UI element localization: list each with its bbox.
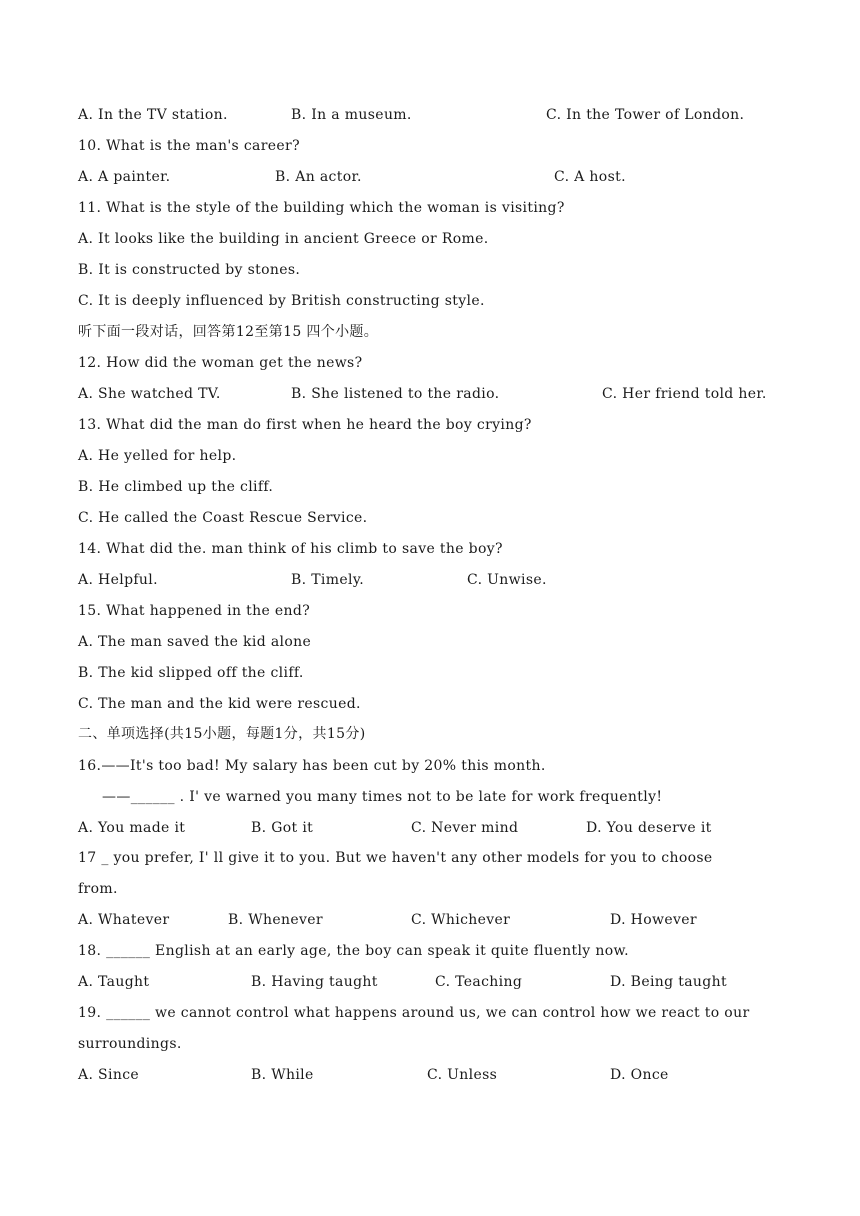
q16-line-1: 16.——It's too bad! My salary has been cut by 20% this month. — [78, 758, 546, 774]
q11-option-b: B. It is constructed by stones. — [78, 262, 301, 278]
q18-option-c: C. Teaching — [435, 974, 523, 990]
q15-question: 15. What happened in the end? — [78, 603, 311, 619]
q9-option-b: B. In a museum. — [291, 107, 412, 123]
q10-option-a: A. A painter. — [78, 169, 171, 185]
q16-line-2: ——______ . I' ve warned you many times not to be late for work frequently! — [102, 789, 663, 805]
q17-line-1: 17 _ you prefer, I' ll give it to you. But we haven't any other models for you to choose — [78, 850, 713, 866]
q14-option-c: C. Unwise. — [467, 572, 547, 588]
q10-question: 10. What is the man's career? — [78, 138, 300, 154]
q9-option-c: C. In the Tower of London. — [546, 107, 745, 123]
q12-option-c: C. Her friend told her. — [602, 386, 767, 402]
q11-question: 11. What is the style of the building which the woman is visiting? — [78, 200, 565, 216]
q16-option-a: A. You made it — [78, 820, 186, 836]
q16-options — [78, 818, 712, 838]
q11-option-a: A. It looks like the building in ancient Greece or Rome. — [78, 231, 489, 247]
q19-options — [78, 1065, 669, 1085]
listening-instruction: 听下面一段对话，回答第12至第15 四个小题。 — [78, 324, 379, 340]
q14-option-b: B. Timely. — [291, 572, 365, 588]
q18-option-a: A. Taught — [78, 974, 150, 990]
q11-option-c: C. It is deeply influenced by British constructing style. — [78, 293, 485, 309]
q15-option-b: B. The kid slipped off the cliff. — [78, 665, 304, 681]
q17-options — [78, 910, 697, 930]
q16-option-b: B. Got it — [251, 820, 314, 836]
q9-option-a: A. In the TV station. — [78, 107, 228, 123]
q19-option-d: D. Once — [610, 1067, 669, 1083]
q19-option-b: B. While — [251, 1067, 314, 1083]
q18-line-1: 18. ______ English at an early age, the boy can speak it quite fluently now. — [78, 943, 629, 959]
q13-question: 13. What did the man do first when he heard the boy crying? — [78, 417, 532, 433]
q12-option-b: B. She listened to the radio. — [291, 386, 500, 402]
q14-options — [78, 570, 547, 590]
q15-option-c: C. The man and the kid were rescued. — [78, 696, 361, 712]
q14-question: 14. What did the. man think of his climb to save the boy? — [78, 541, 503, 557]
q10-option-c: C. A host. — [554, 169, 626, 185]
q13-option-a: A. He yelled for help. — [78, 448, 237, 464]
q9-options — [78, 105, 745, 125]
q19-line-2: surroundings. — [78, 1036, 182, 1052]
q14-option-a: A. Helpful. — [78, 572, 158, 588]
q16-option-d: D. You deserve it — [586, 820, 712, 836]
q17-option-c: C. Whichever — [411, 912, 511, 928]
q18-option-d: D. Being taught — [610, 974, 727, 990]
q17-option-b: B. Whenever — [228, 912, 323, 928]
q13-option-c: C. He called the Coast Rescue Service. — [78, 510, 368, 526]
q15-option-a: A. The man saved the kid alone — [78, 634, 312, 650]
q16-option-c: C. Never mind — [411, 820, 519, 836]
q19-line-1: 19. ______ we cannot control what happens around us, we can control how we react to our — [78, 1005, 750, 1021]
q12-question: 12. How did the woman get the news? — [78, 355, 363, 371]
q12-option-a: A. She watched TV. — [78, 386, 221, 402]
q18-option-b: B. Having taught — [251, 974, 378, 990]
q19-option-a: A. Since — [78, 1067, 140, 1083]
q13-option-b: B. He climbed up the cliff. — [78, 479, 274, 495]
q17-line-2: from. — [78, 881, 118, 897]
q10-option-b: B. An actor. — [275, 169, 362, 185]
section-2-heading: 二、单项选择(共15小题，每题1分，共15分) — [78, 726, 366, 742]
q19-option-c: C. Unless — [427, 1067, 498, 1083]
q17-option-d: D. However — [610, 912, 697, 928]
q18-options — [78, 972, 727, 992]
q17-option-a: A. Whatever — [78, 912, 170, 928]
q10-options — [78, 167, 626, 187]
q12-options — [78, 384, 767, 404]
